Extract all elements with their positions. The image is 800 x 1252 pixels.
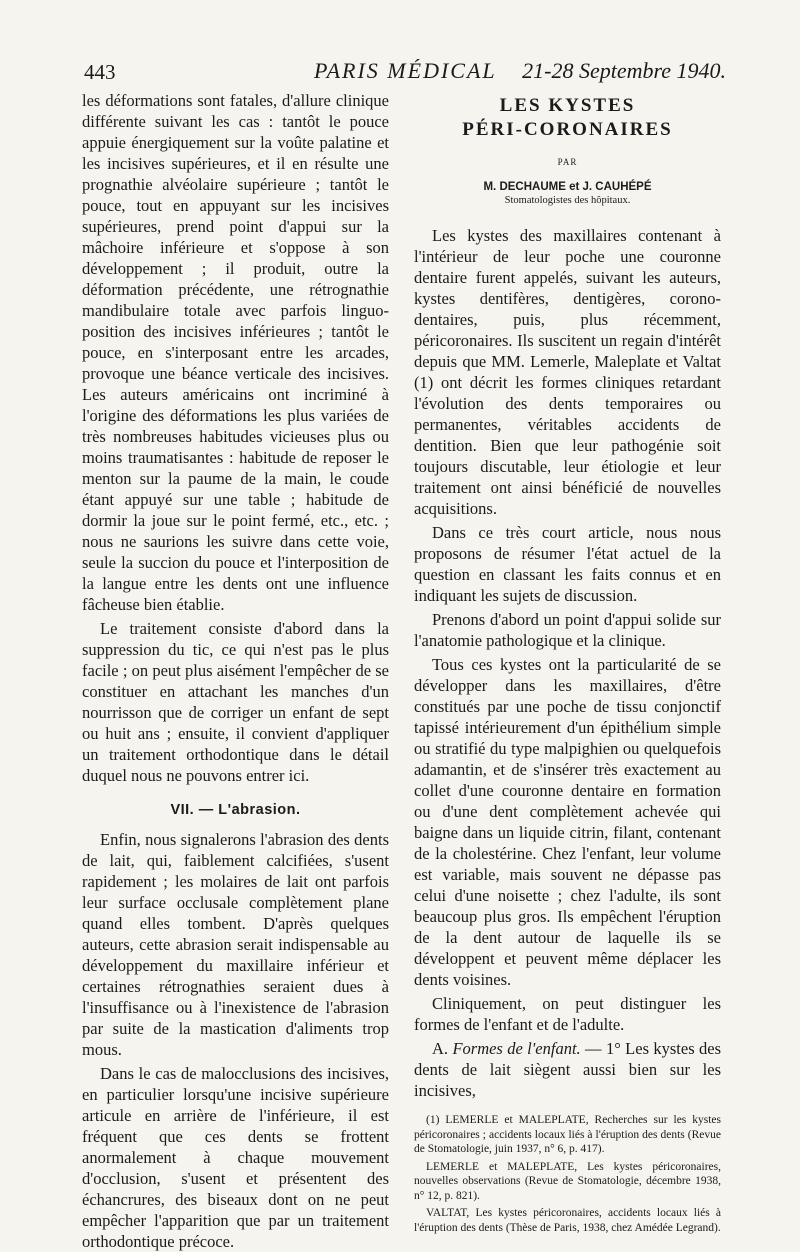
paragraph: les déformations sont fatales, d'allure clinique différente suivant les cas : tantôt le pouce appuie énergiquement sur la voûte palatine et les incisives supérieures, et il en résulte une prognathie alvéolaire supérieure ; tantôt le pouce, tout en appuyant sur les incisives supérieures, prend point d'appui sur la mâchoire inférieure et s'oppose à son développement ; il produit, outre la déformation précédente, une rétrognathie mandibulaire totale avec parfois linguo-position des incisives inférieures ; tantôt le pouce, en s'interposant entre les arcades, provoque une béance verticale des incisives. Les auteurs américains ont incriminé à l'origine des déformations les plus variées de très nombreuses habitudes vicieuses plus ou moins traumatisantes : habitude de reposer le menton sur la paume de la main, le coude étant appuyé sur une table ; habitude de dormir la joue sur le point fermé, etc., etc. ; nous ne saurions les suivre dans cette voie, seule la succion du pouce et l'interposition de la langue entre les dents ont une influence fâcheuse bien établie.	[82, 91, 389, 614]
running-header	[84, 56, 726, 88]
footnote: LEMERLE et MALEPLATE, Les kystes péricoronaires, nouvelles observations (Revue de Stomatologie, décembre 1938, n° 12, p. 821).	[414, 1160, 721, 1202]
paragraph: Cliniquement, on peut distinguer les formes de l'enfant et de l'adulte.	[414, 994, 721, 1034]
right-column	[414, 90, 721, 1238]
article-title-line: PÉRI-CORONAIRES	[462, 119, 673, 140]
paragraph: Dans le cas de malocclusions des incisives, en particulier lorsqu'une incisive supérieure articule en arrière de l'inférieure, il est fréquent que ces dents se frottent anormalement à chaque mouvement d'occlusion, s'usent et présentent des échancrures, des biseaux dont on ne peut empêcher l'apparition que par un traitement orthodontique précoce.	[82, 1064, 389, 1251]
paragraph: Le traitement consiste d'abord dans la suppression du tic, ce qui n'est pas le plus facile ; on peut plus aisément l'empêcher de se constituer en attachant les manches d'un nourrisson que de corriger un enfant de sept ou huit ans ; ensuite, il convient d'appliquer un traitement orthodontique dans le détail duquel nous ne pouvons entrer ici.	[82, 619, 389, 785]
article-title	[414, 94, 721, 142]
issue-date: 21-28 Septembre 1940.	[522, 58, 726, 83]
section-heading: VII. — L'abrasion.	[170, 802, 301, 818]
para-text: — 1° Les kystes des dents de lait siègent aussi bien sur les incisives,	[414, 1039, 722, 1100]
journal-title: PARIS MÉDICAL	[314, 58, 497, 83]
footnote: (1) LEMERLE et MALEPLATE, Recherches sur les kystes péricoronaires ; accidents locaux liés à l'éruption des dents (Revue de Stomatologie, juin 1937, n° 6, p. 417).	[414, 1114, 721, 1155]
paragraph: Prenons d'abord un point d'appui solide sur l'anatomie pathologique et la clinique.	[414, 610, 721, 650]
page-number: 443	[84, 60, 116, 84]
paragraph: Enfin, nous signalerons l'abrasion des dents de lait, qui, faiblement calcifiées, s'usent rapidement ; les molaires de lait ont parfois leur surface occlusale complètement plane quand elles tombent. D'après quelques auteurs, cette abrasion serait indispensable au développement du maxillaire inférieur et certaines rétrognathies seraient dues à l'insuffisance ou à l'inexistence de l'abrasion par suite de la mastication d'aliments trop mous.	[82, 830, 389, 1059]
para-prefix: A.	[432, 1039, 453, 1058]
paragraph: Tous ces kystes ont la particularité de se développer dans les maxillaires, d'être constitués par une poche de tissu conjonctif tapissé intérieurement d'un épithélium simple ou stratifié du type malpighien ou quelquefois adamantin, et de s'insérer très exactement au collet d'une couronne dentaire en formation ou d'une dent complètement achevée qui baigne dans un liquide citrin, filant, contenant de la cholestérine. Chez l'enfant, leur volume est variable, mais souvent ne dépasse pas celui d'une noisette ; chez l'adulte, ils sont beaucoup plus gros. Ils empêchent l'éruption de la dent autour de laquelle ils se développent et peuvent même déplacer les dents voisines.	[414, 655, 721, 989]
paragraph: Dans ce très court article, nous nous proposons de résumer l'état actuel de la question en classant les faits connus et en indiquant les sujets de discussion.	[414, 523, 721, 605]
authors: M. DECHAUME et J. CAUHÉPÉ	[483, 181, 652, 193]
affiliation: Stomatologistes des hôpitaux.	[504, 195, 631, 206]
footnotes	[414, 1113, 721, 1235]
paragraph	[414, 1038, 721, 1101]
article-title-line: LES KYSTES	[499, 95, 636, 116]
byline-par: PAR	[557, 157, 578, 167]
paragraph: Les kystes des maxillaires contenant à l'intérieur de leur poche une couronne dentaire furent appelés, suivant les auteurs, kystes dentifères, dentigères, corono-dentaires, puis, plus récemment, péricoronaires. Ils suscitent un regain d'intérêt depuis que MM. Lemerle, Maleplate et Valtat (1) ont décrit les formes cliniques retardant l'évolution des dents temporaires ou permanentes, véritables accidents de dentition. Bien que leur pathogénie soit toujours discutable, leur étiologie et leur traitement ont ainsi bénéficié de nouvelles acquisitions.	[414, 226, 721, 518]
footnote: VALTAT, Les kystes péricoronaires, accidents locaux liés à l'éruption des dents (Thèse de Paris, 1938, chez Amédée Legrand).	[414, 1207, 721, 1234]
subsection-title: Formes de l'enfant.	[452, 1039, 581, 1058]
left-column	[82, 90, 389, 1252]
